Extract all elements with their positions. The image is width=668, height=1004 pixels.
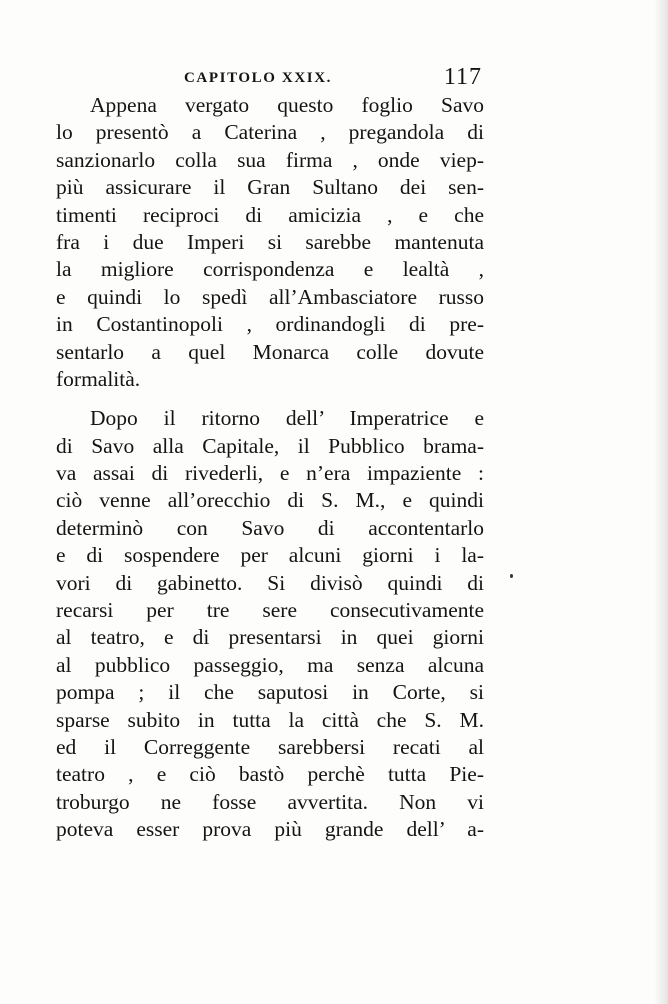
page-header	[56, 66, 482, 92]
text-line: pompa ; il che saputosi in Corte, si	[56, 680, 484, 705]
running-title: CAPITOLO XXIX.	[184, 70, 332, 86]
paragraph-1	[56, 92, 484, 393]
text-line: troburgo ne fosse avvertita. Non vi	[56, 789, 484, 814]
page-edge-shadow	[654, 0, 668, 1004]
text-line: e quindi lo spedì all’Ambasciatore russo	[56, 284, 484, 309]
text-line: più assicurare il Gran Sultano dei sen-	[56, 175, 484, 200]
text-line: sanzionarlo colla sua firma , onde viep-	[56, 147, 484, 172]
text-line: teatro , e ciò bastò perchè tutta Pie-	[56, 762, 484, 787]
text-line: ciò venne all’orecchio di S. M., e quindi	[56, 488, 484, 513]
paragraph-2	[56, 405, 484, 843]
text-line: Dopo il ritorno dell’ Imperatrice e	[90, 406, 484, 431]
text-line: ed il Correggente sarebbersi recati al	[56, 734, 484, 759]
page-number: 117	[443, 64, 482, 90]
text-line: recarsi per tre sere consecutivamente	[56, 598, 484, 623]
ink-speck	[510, 574, 513, 578]
text-line: determinò con Savo di accontentarlo	[56, 515, 484, 540]
text-line: in Costantinopoli , ordinandogli di pre-	[56, 312, 484, 337]
text-line: di Savo alla Capitale, il Pubblico brama-	[56, 433, 484, 458]
text-line: fra i due Imperi si sarebbe mantenuta	[56, 229, 484, 254]
text-line: sparse subito in tutta la città che S. M.	[56, 707, 484, 732]
text-line: sentarlo a quel Monarca colle dovute	[56, 339, 484, 364]
paragraph-gap	[56, 393, 484, 405]
body-text	[56, 92, 484, 844]
text-line: e di sospendere per alcuni giorni i la-	[56, 543, 484, 568]
text-line: la migliore corrispondenza e lealtà ,	[56, 257, 484, 282]
text-line: vori di gabinetto. Si divisò quindi di	[56, 570, 484, 595]
text-line: al teatro, e di presentarsi in quei giorni	[56, 625, 484, 650]
text-line: al pubblico passeggio, ma senza alcuna	[56, 652, 484, 677]
text-line: formalità.	[56, 366, 141, 391]
text-line: timenti reciproci di amicizia , e che	[56, 202, 484, 227]
text-line: Appena vergato questo foglio Savo	[90, 93, 484, 117]
text-line: lo presentò a Caterina , pregandola di	[56, 120, 484, 145]
text-line: poteva esser prova più grande dell’ a-	[56, 817, 484, 842]
text-line: va assai di rivederli, e n’era impaziente :	[56, 461, 484, 486]
